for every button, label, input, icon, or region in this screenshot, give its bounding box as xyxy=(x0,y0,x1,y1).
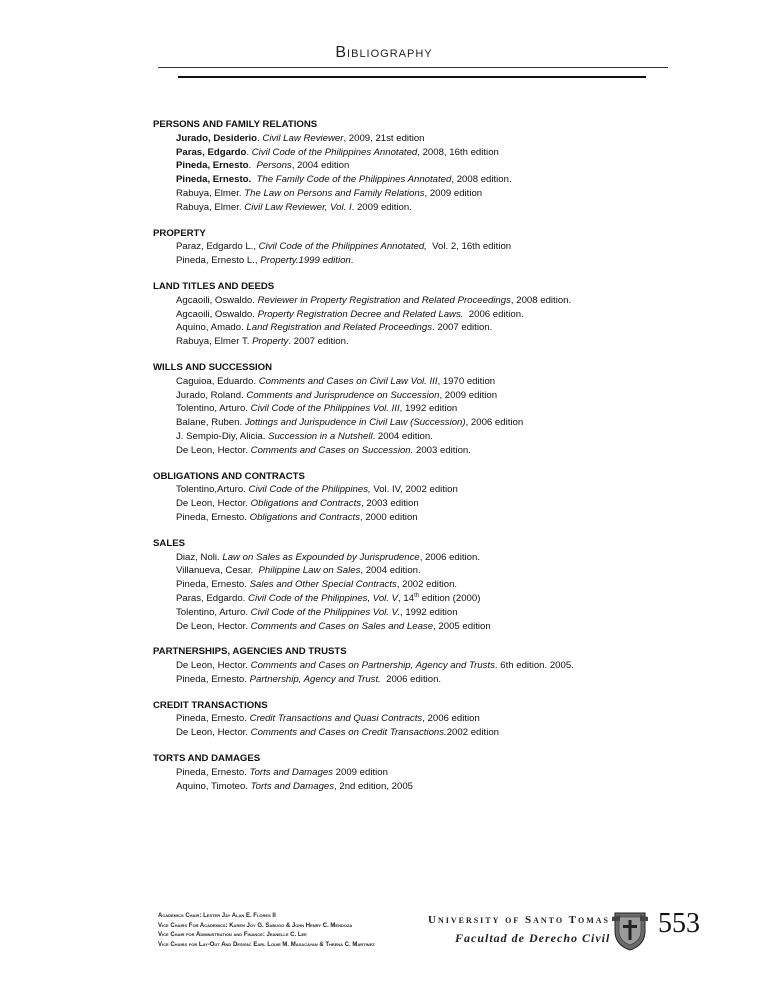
entry-title: Torts and Damages xyxy=(249,766,333,778)
entry-title: Obligations and Contracts xyxy=(249,511,360,523)
entry-author: Pineda, Ernesto. xyxy=(176,766,247,778)
entry-details: , 2008 edition. xyxy=(510,294,572,306)
entry-details: . 2004 edition. xyxy=(372,430,433,442)
entry-details: Vol. IV, 2002 edition xyxy=(370,484,458,496)
page-number: 553 xyxy=(658,908,700,939)
entry-details: , 14 xyxy=(398,592,415,604)
entry-title: Credit Transactions and Quasi Contracts xyxy=(249,713,423,725)
entry-author: Balane, Ruben. xyxy=(176,417,243,429)
entry-author: Tolentino, Arturo. xyxy=(176,606,248,618)
entry-details: 2002 edition xyxy=(446,727,499,739)
bibliography-section xyxy=(153,752,713,793)
entry-author: Tolentino,Arturo. xyxy=(176,484,246,496)
entry-title: Property xyxy=(252,336,289,348)
entry-details: , 1970 edition xyxy=(437,375,496,387)
entry-title: Comments and Cases on Partnership, Agency and Trusts xyxy=(250,660,495,672)
bibliography-entry xyxy=(153,673,713,687)
entry-title: Jottings and Jurispudence in Civil Law (Succession) xyxy=(244,417,466,429)
entry-details-continued: edition (2000) xyxy=(419,592,481,604)
entry-author: Aquino, Amado. xyxy=(176,322,244,334)
entry-author: Caguioa, Eduardo. xyxy=(176,375,257,387)
entry-details: , 2000 edition xyxy=(360,511,418,523)
entry-author: Paraz, Edgardo L., xyxy=(176,241,256,253)
footer-credits xyxy=(158,912,375,950)
entry-author: Pineda, Ernesto. xyxy=(176,174,252,186)
bibliography-entry xyxy=(153,444,713,458)
entry-author: Paras, Edgardo. xyxy=(176,592,246,604)
section-title: PERSONS AND FAMILY RELATIONS xyxy=(153,119,318,130)
entry-details: , 2006 edition xyxy=(422,713,480,725)
entry-details: 2006 edition. xyxy=(380,673,442,685)
bibliography-entry xyxy=(153,375,713,389)
entry-details: 2006 edition. xyxy=(463,308,524,320)
entry-details: . 6th edition. 2005. xyxy=(494,660,574,672)
entry-author: Pineda, Ernesto xyxy=(176,160,249,172)
entry-details: . 2009 edition. xyxy=(351,201,412,213)
entry-title: Succession in a Nutshell xyxy=(268,430,373,442)
bibliography-entry xyxy=(153,592,713,606)
entry-details: , 2004 edition. xyxy=(360,565,421,577)
entry-title: Torts and Damages xyxy=(250,780,335,792)
entry-title: Property.1999 edition xyxy=(260,255,351,267)
section-title: SALES xyxy=(153,537,185,549)
bibliography-entry xyxy=(153,402,713,416)
entry-title: Property Registration Decree and Related Laws. xyxy=(257,308,464,320)
entry-separator: . xyxy=(248,160,257,172)
bibliography-section xyxy=(153,227,713,268)
entry-details: , 2002 edition. xyxy=(396,579,458,591)
bibliography-entry xyxy=(153,240,713,254)
entry-author: De Leon, Hector. xyxy=(176,727,248,739)
entry-title: Partnership, Agency and Trust. xyxy=(249,673,381,685)
bibliography-entry xyxy=(153,132,713,146)
entry-details: . 2007 edition. xyxy=(288,336,349,348)
bibliography-entry xyxy=(153,726,713,740)
entry-superscript: th xyxy=(414,592,420,599)
bibliography-section xyxy=(153,361,713,458)
entry-title: Civil Code of the Philippines, Vol. V xyxy=(248,592,399,604)
bibliography-entry xyxy=(153,254,713,268)
bibliography-entry xyxy=(153,159,713,173)
footer-credit-line: Vice Chairs For Academics: Karen Joy G. Sabugo & John Henry C. Mendoza xyxy=(158,922,353,929)
entry-title: Philippine Law on Sales xyxy=(258,565,361,577)
entry-author: De Leon, Hector. xyxy=(176,660,248,672)
bibliography-content xyxy=(153,118,713,805)
bibliography-entry xyxy=(153,712,713,726)
entry-author: Jurado, Roland. xyxy=(176,389,244,401)
bibliography-entry xyxy=(153,430,713,444)
section-title: OBLIGATIONS AND CONTRACTS xyxy=(153,470,305,482)
section-title: PARTNERSHIPS, AGENCIES AND TRUSTS xyxy=(153,646,347,658)
entry-author: Pineda, Ernesto. xyxy=(176,579,247,591)
entry-title: Comments and Cases on Credit Transactions. xyxy=(250,727,447,739)
entry-title: Civil Code of the Philippines Vol. V. xyxy=(250,606,400,618)
entry-details: , 1992 edition xyxy=(399,403,458,415)
entry-title: Comments and Cases on Civil Law Vol. III xyxy=(258,375,438,387)
entry-details: , 2008, 16th edition xyxy=(417,146,499,158)
section-title: LAND TITLES AND DEEDS xyxy=(153,280,275,292)
entry-details: , 2004 edition xyxy=(291,160,350,172)
entry-title: Comments and Cases on Succession. xyxy=(250,444,414,456)
bibliography-entry xyxy=(153,620,713,634)
entry-author: Villanueva, Cesar. xyxy=(176,565,254,577)
entry-title: Civil Code of the Philippines Vol. III xyxy=(250,403,400,415)
entry-separator: . xyxy=(257,132,263,144)
entry-title: Comments and Jurisprudence on Succession xyxy=(246,389,440,401)
entry-author: Rabuya, Elmer T. xyxy=(176,336,250,348)
bibliography-entry xyxy=(153,766,713,780)
bibliography-entry xyxy=(153,551,713,565)
footer-credit-line: Vice Chairs for Lay-Out And Design: Earl Louie M. Masacayan & Theena C. Martinez xyxy=(158,941,375,948)
ust-seal-icon xyxy=(612,909,648,951)
entry-title: Obligations and Contracts xyxy=(250,498,362,510)
entry-author: Pineda, Ernesto. xyxy=(176,713,247,725)
entry-title: Law on Sales as Expounded by Jurisprudence xyxy=(222,551,420,563)
entry-details: , 2nd edition, 2005 xyxy=(334,780,413,792)
bibliography-entry xyxy=(153,187,713,201)
section-title: CREDIT TRANSACTIONS xyxy=(153,699,268,711)
bibliography-section xyxy=(153,470,713,525)
entry-author: Paras, Edgardo xyxy=(176,146,247,158)
entry-details: 2003 edition. xyxy=(413,444,471,456)
bibliography-section xyxy=(153,118,713,215)
bibliography-entry xyxy=(153,416,713,430)
entry-title: Civil Code of the Philippines Annotated xyxy=(251,146,418,158)
footer-faculty: Facultad de Derecho Civil xyxy=(455,931,611,945)
bibliography-entry xyxy=(153,564,713,578)
entry-title: Sales and Other Special Contracts xyxy=(249,579,397,591)
entry-details: , 2009 edition xyxy=(439,389,498,401)
entry-details: , 2009 edition xyxy=(424,187,483,199)
entry-details: , 2006 edition xyxy=(465,417,524,429)
entry-details: , 2005 edition xyxy=(433,620,491,632)
entry-title: Civil Code of the Philippines Annotated, xyxy=(258,241,427,253)
entry-author: Pineda, Ernesto. xyxy=(176,511,247,523)
entry-separator: . xyxy=(246,146,252,158)
entry-details: . 2007 edition. xyxy=(432,322,493,334)
entry-title: The Family Code of the Philippines Annotated xyxy=(256,174,452,186)
entry-author: J. Sempio-Diy, Alicia. xyxy=(176,430,266,442)
entry-author: Aquino, Timoteo. xyxy=(176,780,248,792)
section-title: PROPERTY xyxy=(153,227,206,239)
bibliography-entry xyxy=(153,389,713,403)
entry-author: Jurado, Desiderio xyxy=(176,132,258,144)
entry-details: 2009 edition xyxy=(332,766,388,778)
bibliography-section xyxy=(153,645,713,686)
bibliography-entry xyxy=(153,294,713,308)
entry-title: Reviewer in Property Registration and Related Proceedings xyxy=(257,294,511,306)
bibliography-section xyxy=(153,699,713,740)
entry-details: , 2008 edition. xyxy=(451,174,512,186)
header-rule-thick xyxy=(178,76,646,78)
entry-details: , 2006 edition. xyxy=(419,551,481,563)
header-rule-thin xyxy=(158,67,668,68)
section-title: WILLS AND SUCCESSION xyxy=(153,361,273,373)
bibliography-entry xyxy=(153,511,713,525)
bibliography-entry xyxy=(153,659,713,673)
entry-title: Civil Law Reviewer xyxy=(262,132,344,144)
entry-title: Persons xyxy=(256,160,292,172)
bibliography-entry xyxy=(153,606,713,620)
entry-details: , 2009, 21st edition xyxy=(343,132,425,144)
footer-credit-line: Vice Chair for Administration and Finance: Jeanelle C. Lee xyxy=(158,932,307,939)
entry-details: Vol. 2, 16th edition xyxy=(426,241,512,253)
entry-author: Tolentino, Arturo. xyxy=(176,403,248,415)
footer-credit-line: Academics Chair: Lester Jay Alan E. Flores II xyxy=(158,913,276,919)
bibliography-entry xyxy=(153,173,713,187)
bibliography-entry xyxy=(153,483,713,497)
bibliography-entry xyxy=(153,308,713,322)
entry-author: Pineda, Ernesto L., xyxy=(176,255,258,267)
entry-title: The Law on Persons and Family Relations xyxy=(244,187,425,199)
entry-details: , 2003 edition xyxy=(361,498,419,510)
bibliography-entry xyxy=(153,578,713,592)
entry-title: Civil Code of the Philippines, xyxy=(248,484,371,496)
entry-title: Civil Law Reviewer, Vol. I xyxy=(244,201,352,213)
entry-author: Rabuya, Elmer. xyxy=(176,187,242,199)
bibliography-entry xyxy=(153,335,713,349)
bibliography-section xyxy=(153,280,713,349)
entry-details: , 1992 edition xyxy=(399,606,458,618)
entry-author: De Leon, Hector. xyxy=(176,498,248,510)
entry-author: Pineda, Ernesto. xyxy=(176,673,247,685)
footer-university: University of Santo Tomas xyxy=(428,914,610,926)
entry-title: Land Registration and Related Proceedings xyxy=(246,322,433,334)
entry-author: Agcaoili, Oswaldo. xyxy=(176,294,255,306)
bibliography-entry xyxy=(153,146,713,160)
entry-author: Rabuya, Elmer. xyxy=(176,201,242,213)
entry-details: . xyxy=(350,255,354,267)
entry-author: Agcaoili, Oswaldo. xyxy=(176,308,255,320)
entry-title: Comments and Cases on Sales and Lease xyxy=(250,620,434,632)
page-header-title: Bibliography xyxy=(335,44,433,61)
bibliography-entry xyxy=(153,201,713,215)
bibliography-section xyxy=(153,537,713,634)
bibliography-entry xyxy=(153,780,713,794)
entry-author: Diaz, Noli. xyxy=(176,551,220,563)
bibliography-entry xyxy=(153,321,713,335)
entry-author: De Leon, Hector. xyxy=(176,620,248,632)
entry-author: De Leon, Hector. xyxy=(176,444,248,456)
bibliography-entry xyxy=(153,497,713,511)
section-title: TORTS AND DAMAGES xyxy=(153,753,261,765)
